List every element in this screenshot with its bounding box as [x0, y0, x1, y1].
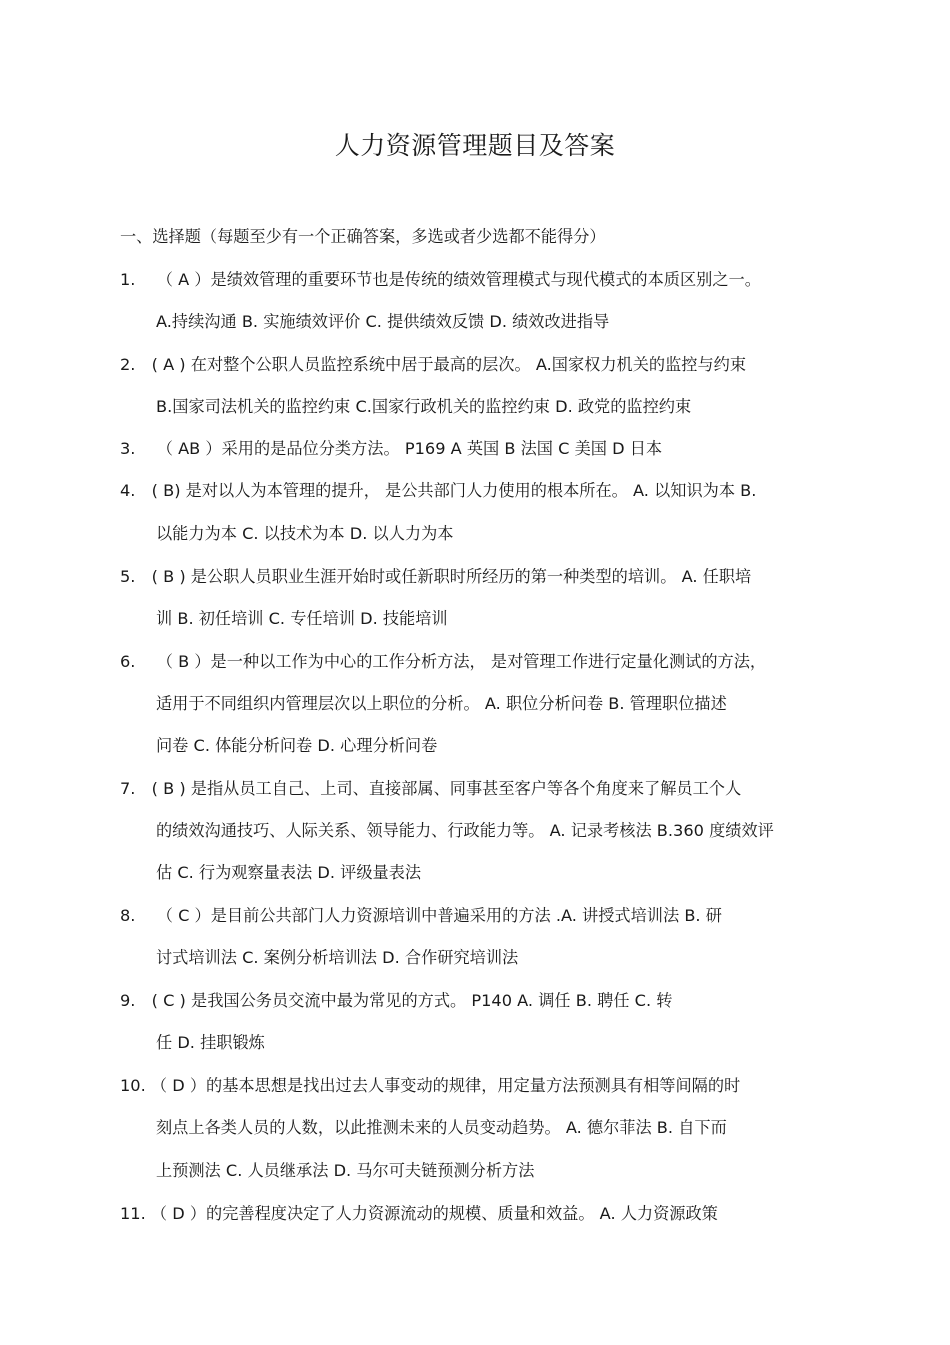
question-1-line-2: A.持续沟通 B. 实施绩效评价 C. 提供绩效反馈 D. 绩效改进指导 [156, 312, 610, 331]
question-2-line-2: B.国家司法机关的监控约束 C.国家行政机关的监控约束 D. 政党的监控约束 [156, 397, 692, 416]
question-11-line-1: 11. （ D ）的完善程度决定了人力资源流动的规模、质量和效益。 A. 人力资源政策 [120, 1204, 718, 1223]
question-9-line-1: 9. ( C ) 是我国公务员交流中最为常见的方式。 P140 A. 调任 B. 聘任 C. 转 [120, 991, 673, 1010]
question-2-line-1: 2. ( A ) 在对整个公职人员监控系统中居于最高的层次。 A.国家权力机关的监控与约束 [120, 355, 747, 374]
question-8-line-1: 8. （ C ）是目前公共部门人力资源培训中普遍采用的方法 .A. 讲授式培训法 B. 研 [120, 906, 722, 925]
document-title: 人力资源管理题目及答案 [334, 131, 616, 160]
question-9-line-2: 任 D. 挂职锻炼 [156, 1033, 265, 1052]
section-heading: 一、选择题（每题至少有一个正确答案，多选或者少选都不能得分） [120, 227, 606, 246]
question-6-line-1: 6. （ B ）是一种以工作为中心的工作分析方法， 是对管理工作进行定量化测试的方法， [120, 652, 767, 671]
question-7-line-2: 的绩效沟通技巧、人际关系、领导能力、行政能力等。 A. 记录考核法 B.360 度绩效评 [156, 821, 774, 840]
question-4-line-2: 以能力为本 C. 以技术为本 D. 以人力为本 [156, 524, 454, 543]
question-3-line-1: 3. （ AB ）采用的是品位分类方法。 P169 A 英国 B 法国 C 美国 D 日本 [120, 439, 663, 458]
question-10-line-1: 10. （ D ）的基本思想是找出过去人事变动的规律，用定量方法预测具有相等间隔的时 [120, 1076, 741, 1095]
question-10-line-2: 刻点上各类人员的人数，以此推测未来的人员变动趋势。 A. 德尔菲法 B. 自下而 [156, 1118, 727, 1137]
question-6-line-3: 问卷 C. 体能分析问卷 D. 心理分析问卷 [156, 736, 438, 755]
question-5-line-1: 5. ( B ) 是公职人员职业生涯开始时或任新职时所经历的第一种类型的培训。 A. 任职培 [120, 567, 752, 586]
question-10-line-3: 上预测法 C. 人员继承法 D. 马尔可夫链预测分析方法 [156, 1161, 535, 1180]
question-6-line-2: 适用于不同组织内管理层次以上职位的分析。 A. 职位分析问卷 B. 管理职位描述 [156, 694, 727, 713]
question-7-line-1: 7. ( B ) 是指从员工自己、上司、直接部属、同事甚至客户等各个角度来了解员工个人 [120, 779, 742, 798]
question-7-line-3: 估 C. 行为观察量表法 D. 评级量表法 [156, 863, 422, 882]
question-8-line-2: 讨式培训法 C. 案例分析培训法 D. 合作研究培训法 [156, 948, 519, 967]
question-1-line-1: 1. （ A ）是绩效管理的重要环节也是传统的绩效管理模式与现代模式的本质区别之一。 [120, 270, 761, 289]
question-5-line-2: 训 B. 初任培训 C. 专任培训 D. 技能培训 [156, 609, 448, 628]
question-4-line-1: 4. ( B) 是对以人为本管理的提升， 是公共部门人力使用的根本所在。 A. 以知识为本 B. [120, 481, 757, 500]
